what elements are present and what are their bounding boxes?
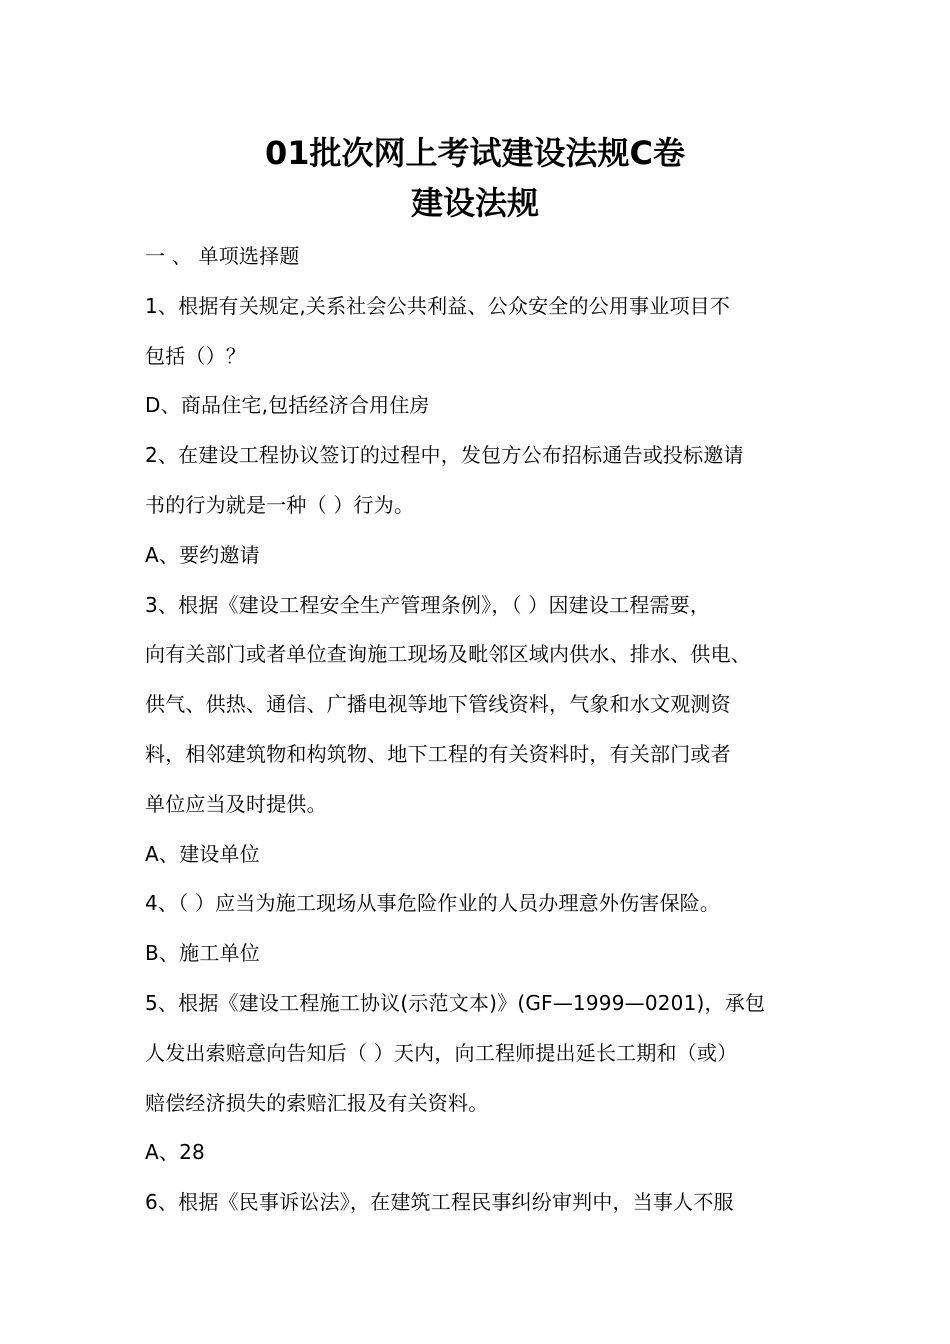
question-3-text: 3、根据《建设工程安全生产管理条例》，（ ）因建设工程需要， bbox=[145, 592, 711, 617]
question-5-text-cont: 人发出索赔意向告知后（ ）天内，向工程师提出延长工期和（或） bbox=[145, 1040, 738, 1065]
question-4-text: 4、（ ）应当为施工现场从事危险作业的人员办理意外伤害保险。 bbox=[145, 891, 721, 916]
question-4-answer: B、施工单位 bbox=[145, 941, 260, 966]
question-3-text-cont: 供气、供热、通信、广播电视等地下管线资料，气象和水文观测资 bbox=[145, 692, 731, 717]
section-heading: 一 、 单项选择题 bbox=[145, 244, 300, 268]
document-title: 01批次网上考试建设法规C卷 bbox=[264, 134, 686, 172]
question-5-text-cont: 赔偿经济损失的索赔汇报及有关资料。 bbox=[145, 1090, 489, 1115]
question-2-text-cont: 书的行为就是一种（ ）行为。 bbox=[145, 492, 415, 517]
question-3-text-cont: 向有关部门或者单位查询施工现场及毗邻区域内供水、排水、供电、 bbox=[145, 642, 751, 667]
title-block bbox=[0, 128, 950, 228]
question-1-answer: D、商品住宅,包括经济合用住房 bbox=[145, 393, 430, 418]
document-body bbox=[145, 232, 815, 1228]
question-3-text-cont: 料，相邻建筑物和构筑物、地下工程的有关资料时，有关部门或者 bbox=[145, 741, 731, 766]
question-5-text: 5、根据《建设工程施工协议(示范文本)》(GF—1999—0201)，承包 bbox=[145, 990, 766, 1015]
question-1-text-cont: 包括（）？ bbox=[145, 343, 246, 368]
question-3-text-cont: 单位应当及时提供。 bbox=[145, 791, 327, 816]
question-1-text: 1、根据有关规定,关系社会公共利益、公众安全的公用事业项目不 bbox=[145, 293, 731, 318]
document-subtitle: 建设法规 bbox=[410, 184, 539, 222]
question-5-answer: A、28 bbox=[145, 1140, 205, 1165]
question-3-answer: A、建设单位 bbox=[145, 841, 260, 866]
question-2-answer: A、要约邀请 bbox=[145, 542, 260, 567]
question-6-text: 6、根据《民事诉讼法》，在建筑工程民事纠纷审判中，当事人不服 bbox=[145, 1190, 734, 1215]
question-2-text: 2、在建设工程协议签订的过程中，发包方公布招标通告或投标邀请 bbox=[145, 443, 744, 468]
